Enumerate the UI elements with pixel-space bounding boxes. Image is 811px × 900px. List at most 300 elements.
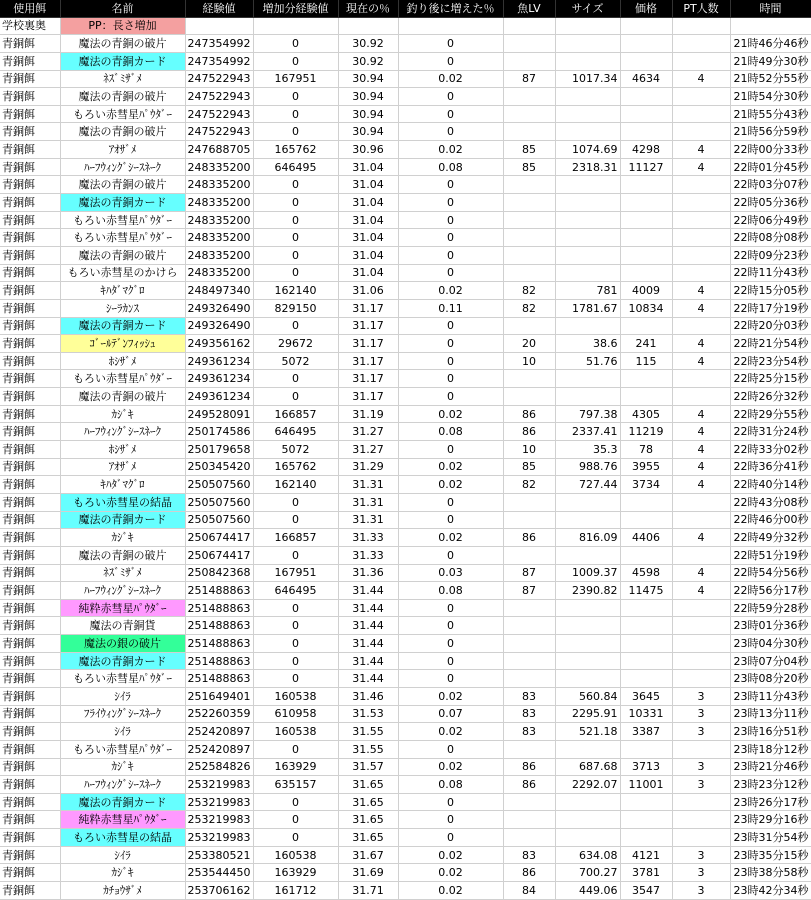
bait-cell: 青銅餌 — [0, 846, 60, 864]
gain-cell: 0 — [253, 264, 338, 282]
inc-cell: 0.02 — [398, 476, 503, 494]
gain-cell: 0 — [253, 511, 338, 529]
exp-cell: 253544450 — [185, 864, 253, 882]
inc-cell: 0.08 — [398, 776, 503, 794]
exp-cell: 249361234 — [185, 352, 253, 370]
inc-cell: 0 — [398, 493, 503, 511]
size-cell: 1781.67 — [555, 299, 620, 317]
size-cell — [555, 229, 620, 247]
bait-cell: 青銅餌 — [0, 423, 60, 441]
exp-cell: 250507560 — [185, 493, 253, 511]
level-cell — [503, 811, 555, 829]
gain-cell: 0 — [253, 105, 338, 123]
size-cell — [555, 211, 620, 229]
level-cell: 86 — [503, 423, 555, 441]
exp-cell: 252420897 — [185, 740, 253, 758]
pct-cell: 31.44 — [338, 582, 398, 600]
pct-cell: 31.17 — [338, 388, 398, 406]
table-row — [0, 493, 811, 511]
exp-cell: 250174586 — [185, 423, 253, 441]
inc-cell: 0 — [398, 335, 503, 353]
inc-cell: 0 — [398, 35, 503, 53]
pct-cell: 30.94 — [338, 105, 398, 123]
inc-cell: 0 — [398, 352, 503, 370]
price-cell: 10834 — [620, 299, 672, 317]
level-cell — [503, 52, 555, 70]
time-cell: 22時54分56秒 — [730, 564, 811, 582]
bait-cell: 青銅餌 — [0, 670, 60, 688]
party-cell — [672, 88, 730, 106]
time-cell: 22時00分33秒 — [730, 141, 811, 159]
exp-cell: 248335200 — [185, 211, 253, 229]
gain-cell: 0 — [253, 52, 338, 70]
bait-cell: 青銅餌 — [0, 141, 60, 159]
pct-cell: 31.17 — [338, 317, 398, 335]
time-cell: 23時23分12秒 — [730, 776, 811, 794]
party-cell — [672, 317, 730, 335]
size-cell: 687.68 — [555, 758, 620, 776]
time-cell: 23時26分17秒 — [730, 793, 811, 811]
bait-cell: 青銅餌 — [0, 229, 60, 247]
size-cell: 816.09 — [555, 529, 620, 547]
pct-cell: 31.65 — [338, 829, 398, 847]
gain-cell: 635157 — [253, 776, 338, 794]
table-row — [0, 176, 811, 194]
size-cell: 2318.31 — [555, 158, 620, 176]
pct-cell: 31.33 — [338, 546, 398, 564]
exp-cell: 251488863 — [185, 652, 253, 670]
size-cell: 781 — [555, 282, 620, 300]
price-cell: 11475 — [620, 582, 672, 600]
table-row — [0, 617, 811, 635]
bait-cell: 青銅餌 — [0, 52, 60, 70]
size-cell: 727.44 — [555, 476, 620, 494]
gain-cell: 0 — [253, 388, 338, 406]
time-cell: 22時26分32秒 — [730, 388, 811, 406]
bait-cell: 青銅餌 — [0, 88, 60, 106]
name-cell: もろい赤彗星ﾊﾟｳﾀﾞｰ — [60, 670, 185, 688]
bait-cell: 青銅餌 — [0, 476, 60, 494]
time-cell: 21時49分30秒 — [730, 52, 811, 70]
size-cell: 988.76 — [555, 458, 620, 476]
time-cell: 22時25分15秒 — [730, 370, 811, 388]
time-cell: 23時01分36秒 — [730, 617, 811, 635]
party-cell — [672, 793, 730, 811]
name-cell: ｼｲﾗ — [60, 687, 185, 705]
exp-cell: 249356162 — [185, 335, 253, 353]
name-cell: 魔法の青銅カード — [60, 194, 185, 212]
exp-cell: 251488863 — [185, 599, 253, 617]
price-cell: 11001 — [620, 776, 672, 794]
exp-cell: 251488863 — [185, 670, 253, 688]
inc-cell: 0.08 — [398, 158, 503, 176]
header-exp: 経験値 — [185, 0, 253, 17]
table-row — [0, 529, 811, 547]
header-bait: 使用餌 — [0, 0, 60, 17]
pct-cell: 31.04 — [338, 246, 398, 264]
gain-cell: 0 — [253, 793, 338, 811]
level-cell — [503, 264, 555, 282]
bait-cell: 青銅餌 — [0, 352, 60, 370]
size-cell: 38.6 — [555, 335, 620, 353]
table-row — [0, 141, 811, 159]
level-cell: 85 — [503, 158, 555, 176]
inc-cell: 0.02 — [398, 458, 503, 476]
inc-cell: 0.02 — [398, 864, 503, 882]
gain-cell: 5072 — [253, 441, 338, 459]
bait-cell: 青銅餌 — [0, 123, 60, 141]
size-cell — [555, 670, 620, 688]
time-cell: 22時17分19秒 — [730, 299, 811, 317]
inc-cell: 0.02 — [398, 282, 503, 300]
level-cell — [503, 194, 555, 212]
level-cell — [503, 388, 555, 406]
time-cell: 21時54分30秒 — [730, 88, 811, 106]
name-cell: ﾌﾗｲｳｨﾝｸﾞｼｰｽﾈｰｸ — [60, 705, 185, 723]
level-cell: 86 — [503, 529, 555, 547]
exp-cell: 250674417 — [185, 529, 253, 547]
table-row — [0, 458, 811, 476]
exp-cell: 247354992 — [185, 35, 253, 53]
gain-cell: 0 — [253, 194, 338, 212]
bait-cell: 青銅餌 — [0, 546, 60, 564]
exp-cell: 247522943 — [185, 105, 253, 123]
price-cell: 4598 — [620, 564, 672, 582]
party-cell — [672, 176, 730, 194]
party-cell: 4 — [672, 335, 730, 353]
size-cell — [555, 388, 620, 406]
gain-cell: 5072 — [253, 352, 338, 370]
table-row — [0, 423, 811, 441]
bait-cell: 青銅餌 — [0, 776, 60, 794]
location-cell: 学校裏奥 — [0, 17, 60, 35]
inc-cell: 0.02 — [398, 758, 503, 776]
bait-cell: 青銅餌 — [0, 211, 60, 229]
table-row — [0, 582, 811, 600]
inc-cell: 0 — [398, 88, 503, 106]
header-pct: 現在の％ — [338, 0, 398, 17]
gain-cell: 0 — [253, 229, 338, 247]
name-cell: 純粋赤彗星ﾊﾟｳﾀﾞｰ — [60, 599, 185, 617]
exp-cell: 248335200 — [185, 246, 253, 264]
party-cell: 4 — [672, 582, 730, 600]
name-cell: ｱｵｻﾞﾒ — [60, 141, 185, 159]
level-cell — [503, 317, 555, 335]
time-cell: 21時52分55秒 — [730, 70, 811, 88]
time-cell: 22時23分54秒 — [730, 352, 811, 370]
price-cell: 3734 — [620, 476, 672, 494]
exp-cell: 253380521 — [185, 846, 253, 864]
price-cell — [620, 793, 672, 811]
gain-cell: 0 — [253, 811, 338, 829]
gain-cell: 0 — [253, 176, 338, 194]
name-cell: ｼｲﾗ — [60, 846, 185, 864]
time-cell: 23時31分54秒 — [730, 829, 811, 847]
level-cell — [503, 370, 555, 388]
exp-cell: 252584826 — [185, 758, 253, 776]
table-row — [0, 282, 811, 300]
bait-cell: 青銅餌 — [0, 829, 60, 847]
name-cell: ｷﾊﾀﾞﾏｸﾞﾛ — [60, 282, 185, 300]
exp-cell: 250345420 — [185, 458, 253, 476]
gain-cell: 0 — [253, 740, 338, 758]
gain-cell: 162140 — [253, 476, 338, 494]
name-cell: ｶﾁｮｳｻﾞﾒ — [60, 882, 185, 900]
pct-cell: 31.17 — [338, 352, 398, 370]
exp-cell: 250842368 — [185, 564, 253, 582]
gain-cell: 161712 — [253, 882, 338, 900]
name-cell: ｺﾞｰﾙﾃﾞﾝﾌｨｯｼｭ — [60, 335, 185, 353]
exp-cell: 251649401 — [185, 687, 253, 705]
size-cell — [555, 123, 620, 141]
exp-cell: 247354992 — [185, 52, 253, 70]
party-cell — [672, 229, 730, 247]
level-cell: 87 — [503, 70, 555, 88]
party-cell — [672, 511, 730, 529]
table-row — [0, 405, 811, 423]
party-cell — [672, 52, 730, 70]
table-row — [0, 511, 811, 529]
level-cell: 86 — [503, 864, 555, 882]
price-cell — [620, 35, 672, 53]
price-cell — [620, 635, 672, 653]
header-lv: 魚LV — [503, 0, 555, 17]
size-cell — [555, 635, 620, 653]
pct-cell: 31.04 — [338, 194, 398, 212]
name-cell: 魔法の青銅の破片 — [60, 88, 185, 106]
table-row — [0, 564, 811, 582]
level-cell — [503, 546, 555, 564]
price-cell — [620, 88, 672, 106]
table-row — [0, 352, 811, 370]
bait-cell: 青銅餌 — [0, 493, 60, 511]
bait-cell: 青銅餌 — [0, 335, 60, 353]
gain-cell: 0 — [253, 211, 338, 229]
name-cell: もろい赤彗星ﾊﾟｳﾀﾞｰ — [60, 105, 185, 123]
bait-cell: 青銅餌 — [0, 617, 60, 635]
party-cell: 3 — [672, 723, 730, 741]
price-cell — [620, 246, 672, 264]
party-cell — [672, 246, 730, 264]
name-cell: もろい赤彗星ﾊﾟｳﾀﾞｰ — [60, 229, 185, 247]
party-cell: 3 — [672, 864, 730, 882]
name-cell: ﾈｽﾞﾐｻﾞﾒ — [60, 564, 185, 582]
time-cell: 22時08分08秒 — [730, 229, 811, 247]
name-cell: 魔法の青銅の破片 — [60, 388, 185, 406]
gain-cell: 167951 — [253, 70, 338, 88]
table-row — [0, 158, 811, 176]
size-cell — [555, 246, 620, 264]
party-cell: 3 — [672, 846, 730, 864]
price-cell: 241 — [620, 335, 672, 353]
table-row — [0, 317, 811, 335]
table-row — [0, 70, 811, 88]
level-cell — [503, 635, 555, 653]
inc-cell: 0.02 — [398, 141, 503, 159]
inc-cell: 0 — [398, 511, 503, 529]
party-cell — [672, 264, 730, 282]
size-cell: 797.38 — [555, 405, 620, 423]
level-cell — [503, 246, 555, 264]
table-row — [0, 811, 811, 829]
price-cell — [620, 194, 672, 212]
gain-cell: 0 — [253, 829, 338, 847]
gain-cell: 165762 — [253, 141, 338, 159]
header-pt: PT人数 — [672, 0, 730, 17]
time-cell: 22時11分43秒 — [730, 264, 811, 282]
time-cell: 22時31分24秒 — [730, 423, 811, 441]
price-cell — [620, 670, 672, 688]
inc-cell: 0 — [398, 811, 503, 829]
inc-cell: 0.02 — [398, 723, 503, 741]
header-size: サイズ — [555, 0, 620, 17]
size-cell — [555, 652, 620, 670]
party-cell — [672, 617, 730, 635]
time-cell: 22時15分05秒 — [730, 282, 811, 300]
table-row — [0, 829, 811, 847]
party-cell: 4 — [672, 299, 730, 317]
price-cell: 4121 — [620, 846, 672, 864]
pct-cell: 31.27 — [338, 423, 398, 441]
level-cell — [503, 123, 555, 141]
table-row — [0, 123, 811, 141]
table-row — [0, 388, 811, 406]
bait-cell: 青銅餌 — [0, 635, 60, 653]
size-cell — [555, 264, 620, 282]
price-cell — [620, 652, 672, 670]
bait-cell: 青銅餌 — [0, 405, 60, 423]
inc-cell: 0 — [398, 264, 503, 282]
inc-cell: 0 — [398, 211, 503, 229]
level-cell: 85 — [503, 141, 555, 159]
bait-cell: 青銅餌 — [0, 194, 60, 212]
level-cell: 20 — [503, 335, 555, 353]
time-cell: 23時13分11秒 — [730, 705, 811, 723]
size-cell — [555, 740, 620, 758]
size-cell — [555, 35, 620, 53]
bait-cell: 青銅餌 — [0, 758, 60, 776]
price-cell — [620, 599, 672, 617]
pct-cell: 31.46 — [338, 687, 398, 705]
price-cell: 4634 — [620, 70, 672, 88]
bait-cell: 青銅餌 — [0, 176, 60, 194]
time-cell: 23時42分34秒 — [730, 882, 811, 900]
price-cell — [620, 211, 672, 229]
price-cell — [620, 829, 672, 847]
level-cell: 10 — [503, 352, 555, 370]
time-cell: 22時43分08秒 — [730, 493, 811, 511]
party-cell: 4 — [672, 423, 730, 441]
bait-cell: 青銅餌 — [0, 723, 60, 741]
level-cell — [503, 599, 555, 617]
name-cell: ｶｼﾞｷ — [60, 864, 185, 882]
time-cell: 23時11分43秒 — [730, 687, 811, 705]
name-cell: ﾊｰﾌｳｨﾝｸﾞｼｰｽﾈｰｸ — [60, 582, 185, 600]
pct-cell: 31.65 — [338, 811, 398, 829]
level-cell: 86 — [503, 776, 555, 794]
bait-cell: 青銅餌 — [0, 864, 60, 882]
pct-cell: 31.27 — [338, 441, 398, 459]
header-name: 名前 — [60, 0, 185, 17]
size-cell — [555, 176, 620, 194]
level-cell: 82 — [503, 476, 555, 494]
size-cell: 51.76 — [555, 352, 620, 370]
party-cell — [672, 811, 730, 829]
level-cell: 86 — [503, 758, 555, 776]
size-cell: 2390.82 — [555, 582, 620, 600]
time-cell: 22時01分45秒 — [730, 158, 811, 176]
gain-cell: 163929 — [253, 758, 338, 776]
level-cell: 82 — [503, 299, 555, 317]
pct-cell: 30.92 — [338, 35, 398, 53]
exp-cell: 251488863 — [185, 617, 253, 635]
size-cell: 560.84 — [555, 687, 620, 705]
size-cell — [555, 546, 620, 564]
header-time: 時間 — [730, 0, 811, 17]
size-cell — [555, 829, 620, 847]
table-row — [0, 793, 811, 811]
time-cell: 22時06分49秒 — [730, 211, 811, 229]
name-cell: ﾈｽﾞﾐｻﾞﾒ — [60, 70, 185, 88]
gain-cell: 0 — [253, 370, 338, 388]
name-cell: ｶｼﾞｷ — [60, 405, 185, 423]
table-row — [0, 705, 811, 723]
pct-cell: 31.29 — [338, 458, 398, 476]
time-cell: 21時55分43秒 — [730, 105, 811, 123]
exp-cell: 247522943 — [185, 70, 253, 88]
gain-cell: 160538 — [253, 723, 338, 741]
size-cell: 1017.34 — [555, 70, 620, 88]
gain-cell: 163929 — [253, 864, 338, 882]
inc-cell: 0 — [398, 123, 503, 141]
party-cell: 4 — [672, 158, 730, 176]
pct-cell: 31.04 — [338, 264, 398, 282]
size-cell: 2292.07 — [555, 776, 620, 794]
gain-cell: 0 — [253, 617, 338, 635]
gain-cell: 165762 — [253, 458, 338, 476]
pct-cell: 31.57 — [338, 758, 398, 776]
level-cell: 83 — [503, 687, 555, 705]
exp-cell: 249326490 — [185, 317, 253, 335]
price-cell: 3547 — [620, 882, 672, 900]
time-cell: 22時29分55秒 — [730, 405, 811, 423]
time-cell: 22時49分32秒 — [730, 529, 811, 547]
log-body — [0, 17, 811, 899]
party-cell: 4 — [672, 282, 730, 300]
price-cell: 3781 — [620, 864, 672, 882]
party-cell: 4 — [672, 141, 730, 159]
exp-cell: 251488863 — [185, 635, 253, 653]
pct-cell: 31.17 — [338, 335, 398, 353]
inc-cell: 0 — [398, 670, 503, 688]
party-cell — [672, 388, 730, 406]
inc-cell: 0 — [398, 52, 503, 70]
time-cell: 22時21分54秒 — [730, 335, 811, 353]
party-cell — [672, 194, 730, 212]
time-cell: 23時21分46秒 — [730, 758, 811, 776]
party-cell — [672, 740, 730, 758]
pct-cell: 31.65 — [338, 776, 398, 794]
party-cell — [672, 599, 730, 617]
gain-cell: 0 — [253, 493, 338, 511]
table-row — [0, 105, 811, 123]
bait-cell: 青銅餌 — [0, 246, 60, 264]
pct-cell: 31.31 — [338, 511, 398, 529]
gain-cell: 160538 — [253, 687, 338, 705]
price-cell — [620, 546, 672, 564]
level-cell: 87 — [503, 582, 555, 600]
party-cell — [672, 829, 730, 847]
